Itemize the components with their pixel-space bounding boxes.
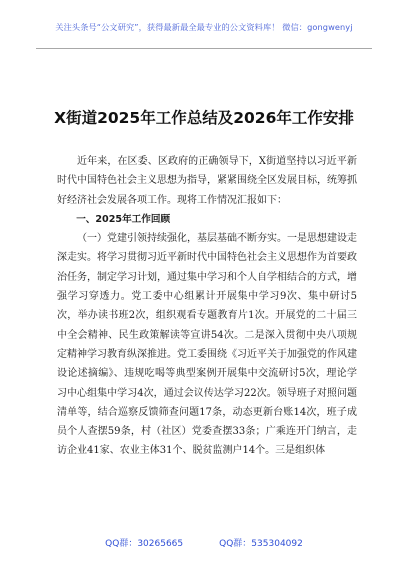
footer-qq-group-1: QQ群：30265665 xyxy=(105,539,184,549)
footer-contacts xyxy=(0,536,408,549)
header-banner: 关注头条号“公文研究”，获得最新最全最专业的公文资料库！ 微信：gongwenyj xyxy=(55,22,353,32)
document-body xyxy=(57,152,357,461)
section-heading: 一、2025年工作回顾 xyxy=(76,213,171,225)
intro-paragraph: 近年来，在区委、区政府的正确领导下，X街道坚持以习近平新时代中国特色社会主义思想为指导，紧紧围绕全区发展目标，统筹抓好经济社会发展各项工作。现将工作情况汇报如下： xyxy=(57,156,357,206)
document-title: X街道2025年工作总结及2026年工作安排 xyxy=(54,109,354,127)
header-divider xyxy=(36,48,372,49)
footer-qq-group-2: QQ群：535304092 xyxy=(219,539,303,549)
body-paragraph: （一）党建引领持续强化，基层基础不断夯实。一是思想建设走深走实。将学习贯彻习近平新时代中国特色社会主义思想作为首要政治任务，制定学习计划，通过集中学习和个人自学相结合的方式，增强学习穿透力。党工委中心组累计开展集中学习9次、集中研讨5次，举办读书班2次，组织观看专题教育片1次。开展党的二十届三中全会精神、民生政策解读等宣讲54次。二是深入贯彻中央八项规定精神学习教育纵深推进。党工委围绕《习近平关于加强党的作风建设论述摘编》、违规吃喝等典型案例开展集中交流研讨5次，理论学习中心组集中学习4次，通过会议传达学习22次。领导班子对照问题清单等，结合巡察反馈筛查问题17条，动态更新台账14次，班子成员个人查摆59条，村（社区）党委查摆33条；广乘连开门纳言，走访企业41家、农业主体31个、脱贫监测户14个。三是组织体 xyxy=(57,233,357,457)
